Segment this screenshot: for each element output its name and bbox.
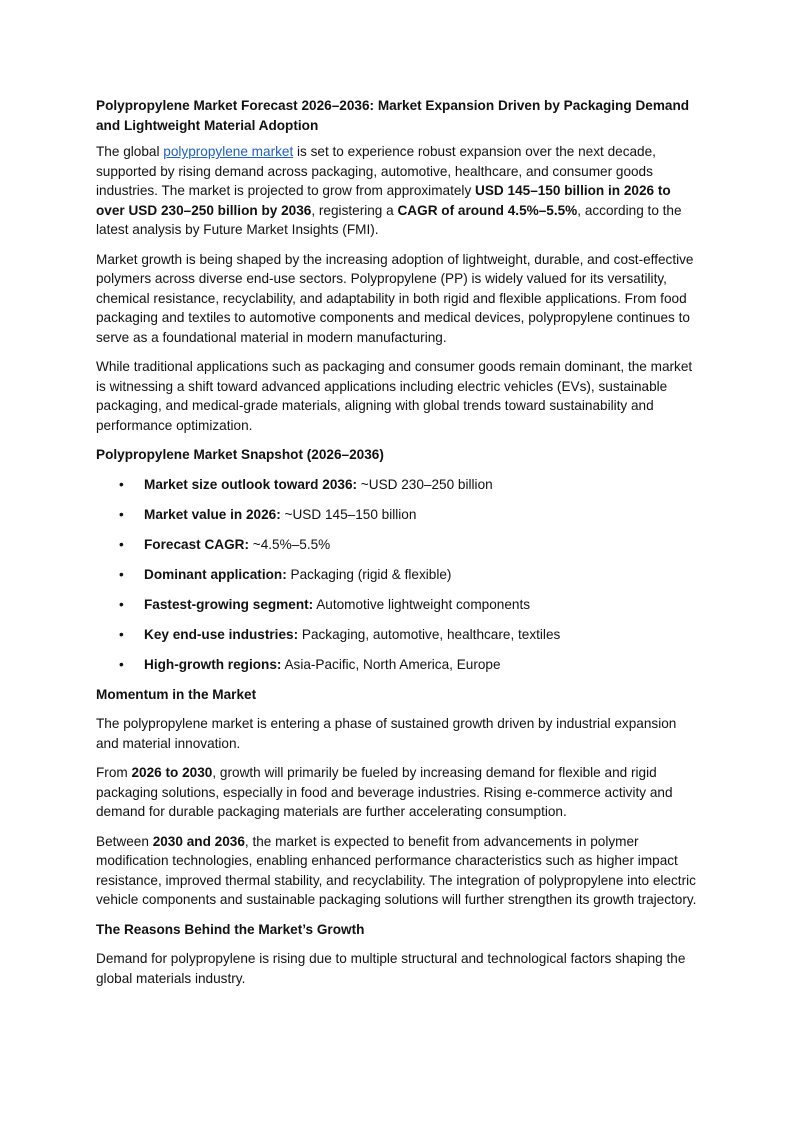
snapshot-item-label: Fastest-growing segment:	[144, 596, 314, 612]
intro-paragraph-3: While traditional applications such as packaging and consumer goods remain dominant, the market is witnessing a shift toward advanced applications including electric vehicles (EVs), sustainable packaging, and medical-grade materials, aligning with global trends toward sustainability and performance optimization.	[96, 359, 693, 433]
document-title: Polypropylene Market Forecast 2026–2036: Market Expansion Driven by Packaging Demand and Lightweight Material Adoption	[96, 98, 690, 133]
bullet-icon: •	[119, 506, 124, 522]
momentum-p3-period: 2030 and 2036	[152, 833, 245, 849]
snapshot-item-value: ~USD 145–150 billion	[280, 506, 417, 522]
snapshot-item-value: Asia-Pacific, North America, Europe	[281, 656, 501, 672]
momentum-p3-tail: , the market is expected to benefit from advancements in polymer modification technologies, enabling enhanced performance characteristics such as higher impact resistance, improved thermal stability, and recyclability. The integration of polypropylene into electric vehicle components and sustainable packaging solutions will further strengthen its growth trajectory.	[96, 833, 697, 907]
bullet-icon: •	[119, 626, 124, 642]
momentum-p2-lead: From	[96, 765, 132, 780]
bullet-icon: •	[119, 476, 124, 492]
bullet-icon: •	[119, 566, 124, 582]
snapshot-item-value: ~4.5%–5.5%	[249, 536, 331, 552]
snapshot-item-value: Packaging, automotive, healthcare, textiles	[298, 626, 561, 642]
snapshot-item-label: Market size outlook toward 2036:	[144, 476, 358, 492]
snapshot-heading: Polypropylene Market Snapshot (2026–2036)	[96, 447, 384, 462]
bullet-icon: •	[119, 596, 124, 612]
snapshot-item-label: Key end-use industries:	[144, 626, 299, 642]
momentum-p2-period: 2026 to 2030	[131, 765, 213, 780]
reasons-paragraph-1: Demand for polypropylene is rising due to multiple structural and technological factors shaping the global materials industry.	[96, 951, 686, 986]
momentum-paragraph-3	[96, 832, 698, 910]
intro-market-size-highlight: USD 145–150 billion in 2026 to over USD 230–250 billion by 2036	[96, 183, 671, 218]
list-item	[96, 625, 698, 645]
reasons-heading: The Reasons Behind the Market’s Growth	[96, 921, 365, 937]
list-item	[96, 655, 698, 675]
list-item	[96, 565, 698, 585]
list-item	[96, 475, 698, 495]
list-item	[96, 505, 698, 525]
momentum-paragraph-1: The polypropylene market is entering a phase of sustained growth driven by industrial expansion and material innovation.	[96, 716, 677, 751]
snapshot-item-value: Automotive lightweight components	[313, 596, 531, 612]
snapshot-item-value: ~USD 230–250 billion	[357, 476, 493, 492]
bullet-icon: •	[119, 536, 124, 552]
momentum-heading: Momentum in the Market	[96, 686, 257, 702]
intro-lead-text: The global	[96, 144, 164, 159]
list-item	[96, 595, 698, 615]
snapshot-item-label: Dominant application:	[144, 566, 287, 582]
intro-cagr-highlight: CAGR of around 4.5%–5.5%	[397, 202, 578, 218]
polypropylene-market-link[interactable]: polypropylene market	[163, 144, 294, 159]
snapshot-item-label: Forecast CAGR:	[144, 536, 249, 552]
snapshot-item-label: High-growth regions:	[144, 656, 282, 672]
intro-paragraph-1	[96, 142, 698, 240]
intro-mid-text-2: , registering a	[311, 202, 398, 218]
snapshot-item-value: Packaging (rigid & flexible)	[286, 566, 452, 582]
intro-tail-text: , according to the latest analysis by Future Market Insights (FMI).	[96, 202, 682, 237]
intro-paragraph-2: Market growth is being shaped by the increasing adoption of lightweight, durable, and cost-effective polymers across diverse end-use sectors. Polypropylene (PP) is widely valued for its versatility, chemical resistance, recyclability, and adaptability in both rigid and flexible applications. From food packaging and textiles to automotive components and medical devices, polypropylene continues to serve as a foundational material in modern manufacturing.	[96, 251, 694, 345]
momentum-p3-lead: Between	[96, 833, 153, 849]
snapshot-item-label: Market value in 2026:	[144, 506, 281, 522]
momentum-paragraph-2	[96, 763, 698, 822]
list-item	[96, 535, 698, 555]
snapshot-list	[96, 475, 698, 675]
bullet-icon: •	[119, 656, 124, 672]
intro-mid-text-1: is set to experience robust expansion over the next decade, supported by rising demand across packaging, automotive, healthcare, and consumer goods industries. The market is projected to grow from approximately	[96, 144, 656, 198]
momentum-p2-tail: , growth will primarily be fueled by increasing demand for flexible and rigid packaging solutions, especially in food and beverage industries. Rising e-commerce activity and demand for durable packaging materials are further accelerating consumption.	[96, 765, 673, 819]
